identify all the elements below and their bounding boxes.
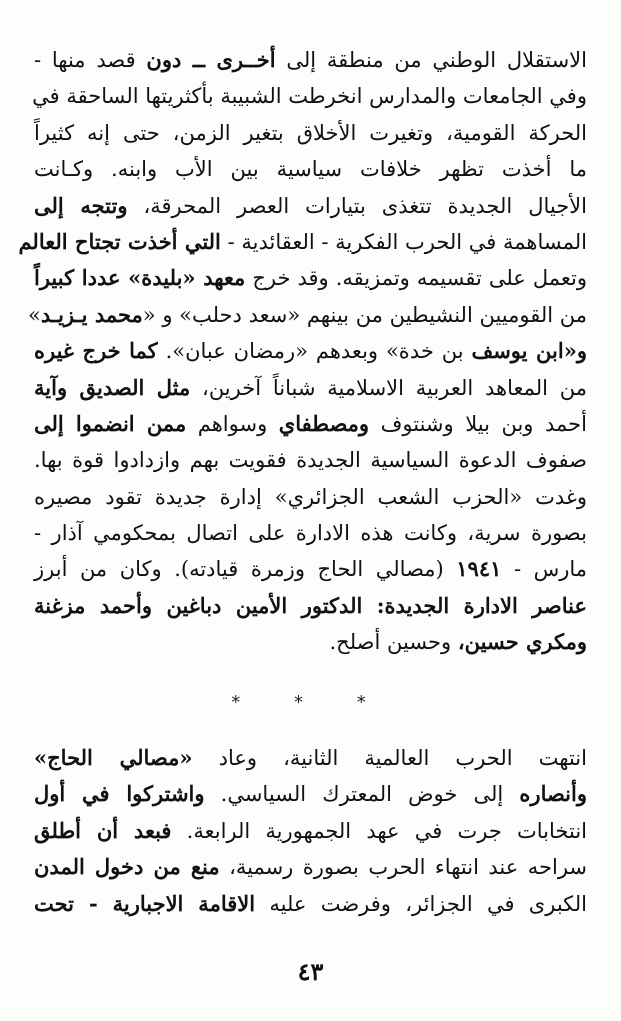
text-line xyxy=(34,115,587,151)
text-line xyxy=(34,479,587,515)
text-run: وحسين أصلح. xyxy=(329,630,458,655)
bold-text-run: ممن انضموا إلى xyxy=(34,410,187,436)
text-line xyxy=(34,740,587,776)
paragraph-1 xyxy=(18,42,587,661)
text-line xyxy=(34,42,587,78)
text-line xyxy=(34,515,587,551)
text-line xyxy=(18,224,587,260)
text-run: وغدت «الحزب الشعب الجزائري» إدارة جديدة تقود مصيره xyxy=(34,484,587,509)
text-run: المساهمة في الحرب الفكرية - العقائدية - xyxy=(220,229,587,254)
bold-text-run: الاقامة الاجبارية - تحت xyxy=(34,890,256,916)
bold-text-run: واشتركوا في أول xyxy=(34,781,205,807)
text-line xyxy=(28,297,587,333)
bold-text-run: فبعد أن أطلق xyxy=(34,817,172,843)
text-line xyxy=(34,849,587,885)
bold-text-run: كما خرج غيره xyxy=(34,338,158,364)
text-run: بصورة سرية، وكانت هذه الادارة على اتصال بمحكومي آذار - xyxy=(34,521,587,546)
bold-text-run: أخــرى ــ دون xyxy=(146,47,276,72)
bold-text-run: منع من دخول المدن xyxy=(34,854,220,880)
section-separator: * * * xyxy=(231,692,390,713)
text-run: وسواهم xyxy=(186,411,279,436)
text-run: الاستقلال الوطني من منطقة إلى xyxy=(275,48,587,72)
text-line xyxy=(34,406,587,442)
text-run: وتعمل على تقسيمه وتمزيقه. وقد خرج xyxy=(245,266,587,291)
bold-text-run: ومكري حسين، xyxy=(457,629,587,655)
text-line xyxy=(34,260,587,296)
text-line xyxy=(34,151,587,187)
bold-text-run: عناصر الادارة الجديدة: الدكتور الأمين دباغين وأحمد مزغنة xyxy=(34,592,587,618)
text-line xyxy=(34,886,587,922)
text-line xyxy=(34,333,587,369)
text-run: انتخابات جرت في عهد الجمهورية الرابعة. xyxy=(171,818,587,843)
bold-text-run: معهد «بليدة» عددا كبيراً xyxy=(34,265,246,291)
bold-text-run: ومصطفاي xyxy=(278,410,370,436)
text-run: أحمد وبن بيلا وشنتوف xyxy=(369,411,587,436)
bold-text-run: «مصالي الحاج» xyxy=(34,745,193,770)
text-run: الكبرى في الجزائر، وفرضت عليه xyxy=(255,891,587,916)
text-line xyxy=(34,588,587,624)
text-run: بن خدة» وبعدهم «رمضان عبان». xyxy=(157,339,472,364)
bold-text-run: التي أخذت تجتاح العالم xyxy=(18,228,221,254)
text-run: قصد منها - xyxy=(34,48,147,72)
text-line xyxy=(34,624,587,660)
bold-text-run: و«ابن يوسف xyxy=(471,338,587,364)
text-run: ما أخذت تظهر خلافات سياسية بين الأب وابنه. وكـانت xyxy=(34,157,587,182)
text-line xyxy=(34,78,587,114)
text-run: سراحه عند انتهاء الحرب بصورة رسمية، xyxy=(219,855,587,880)
bold-text-run: مثل الصديق وآية xyxy=(34,374,191,400)
bold-text-run: ١٩٤١ xyxy=(456,556,502,582)
text-run: صفوف الدعوة السياسية الجديدة فقويت بهم وازدادوا قوة بها. xyxy=(34,448,587,473)
text-line xyxy=(34,776,587,812)
text-line xyxy=(34,813,587,849)
text-run: وفي الجامعات والمدارس انخرطت الشبيبة بأكثريتها الساحقة في xyxy=(32,84,587,109)
text-run: » xyxy=(28,302,41,327)
text-run: انتهت الحرب العالمية الثانية، وعاد xyxy=(192,746,587,770)
page-number: ٤٣ xyxy=(297,957,324,986)
text-line xyxy=(34,188,587,224)
text-run: مارس - xyxy=(501,557,587,582)
text-line xyxy=(34,442,587,478)
text-line xyxy=(34,370,587,406)
bold-text-run: محمد يـزيـد xyxy=(40,301,143,327)
text-line xyxy=(34,551,587,587)
text-run: إلى خوض المعترك السياسي. xyxy=(204,782,520,807)
bold-text-run: وأنصاره xyxy=(519,781,587,807)
bold-text-run: وتتجه إلى xyxy=(34,192,128,218)
text-run: الأجيال الجديدة تتغذى بتيارات العصر المحرقة، xyxy=(127,193,587,218)
paragraph-2 xyxy=(34,740,587,922)
text-run: من المعاهد العربية الاسلامية شباناً آخرين، xyxy=(190,375,587,400)
text-run: (مصالي الحاج وزمرة قيادته). وكان من أبرز xyxy=(34,557,457,582)
text-run: الحركة القومية، وتغيرت الأخلاق بتغير الزمن، حتى إنه كثيراً xyxy=(34,120,587,145)
text-run: من القوميين النشيطين من بينهم «سعد دحلب» و « xyxy=(142,302,587,327)
